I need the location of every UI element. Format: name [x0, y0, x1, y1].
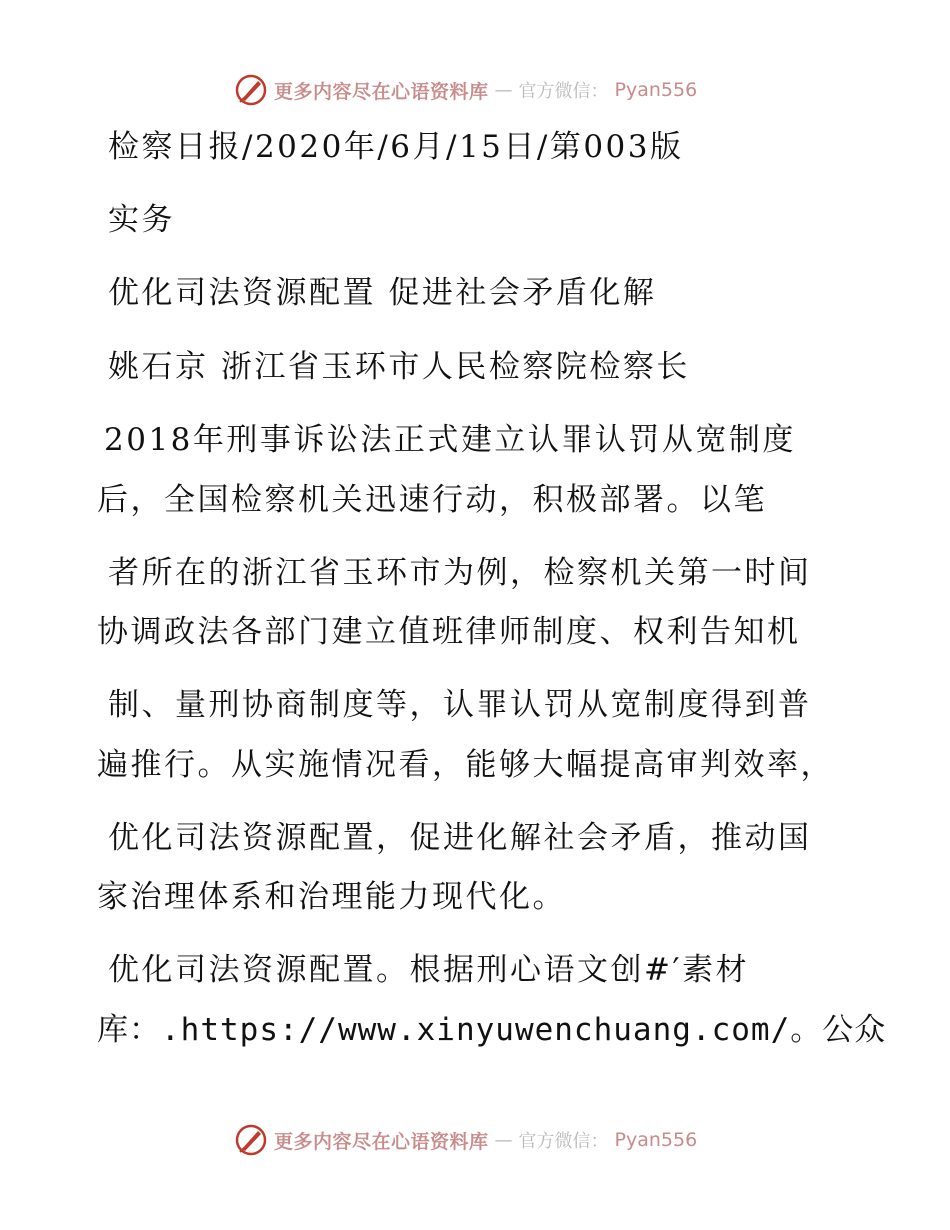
watermark-label: 官方微信：	[518, 1131, 609, 1152]
watermark-label: 官方微信：	[518, 81, 609, 102]
header-watermark	[234, 72, 697, 108]
article-title: 优化司法资源配置 促进社会矛盾化解	[108, 275, 657, 311]
paragraph-line: 家治理体系和治理能力现代化。	[97, 879, 566, 915]
paragraph-line: 2018年刑事诉讼法正式建立认罪认罚从宽制度	[104, 422, 796, 458]
paragraph-line-url: 库：.https://www.xinyuwenchuang.com/。公众	[97, 1012, 887, 1048]
watermark-wechat-id: Pyan556	[614, 79, 698, 101]
paragraph-line: 制、量刑协商制度等，认罪认罚从宽制度得到普	[108, 687, 812, 723]
paragraph-line: 遍推行。从实施情况看，能够大幅提高审判效率，	[97, 747, 834, 783]
watermark-dash: —	[494, 1129, 513, 1151]
quill-logo-icon	[234, 73, 268, 107]
watermark-dash: —	[494, 79, 513, 101]
paragraph-line: 后，全国检察机关迅速行动，积极部署。以笔	[97, 482, 767, 518]
section-label: 实务	[108, 202, 175, 238]
watermark-wechat-id: Pyan556	[614, 1129, 698, 1151]
footer-watermark	[234, 1122, 697, 1158]
publication-info: 检察日报/2020年/6月/15日/第003版	[108, 129, 684, 165]
paragraph-line: 者所在的浙江省玉环市为例，检察机关第一时间	[108, 555, 812, 591]
quill-logo-icon	[234, 1123, 268, 1157]
article-author: 姚石京 浙江省玉环市人民检察院检察长	[108, 349, 690, 385]
paragraph-line: 优化司法资源配置。根据刑心语文创#′素材	[108, 952, 750, 988]
paragraph-line: 协调政法各部门建立值班律师制度、权利告知机	[97, 614, 801, 650]
paragraph-line: 优化司法资源配置，促进化解社会矛盾，推动国	[108, 820, 812, 856]
watermark-text: 更多内容尽在心语资料库	[274, 80, 489, 103]
watermark-text: 更多内容尽在心语资料库	[274, 1130, 489, 1153]
